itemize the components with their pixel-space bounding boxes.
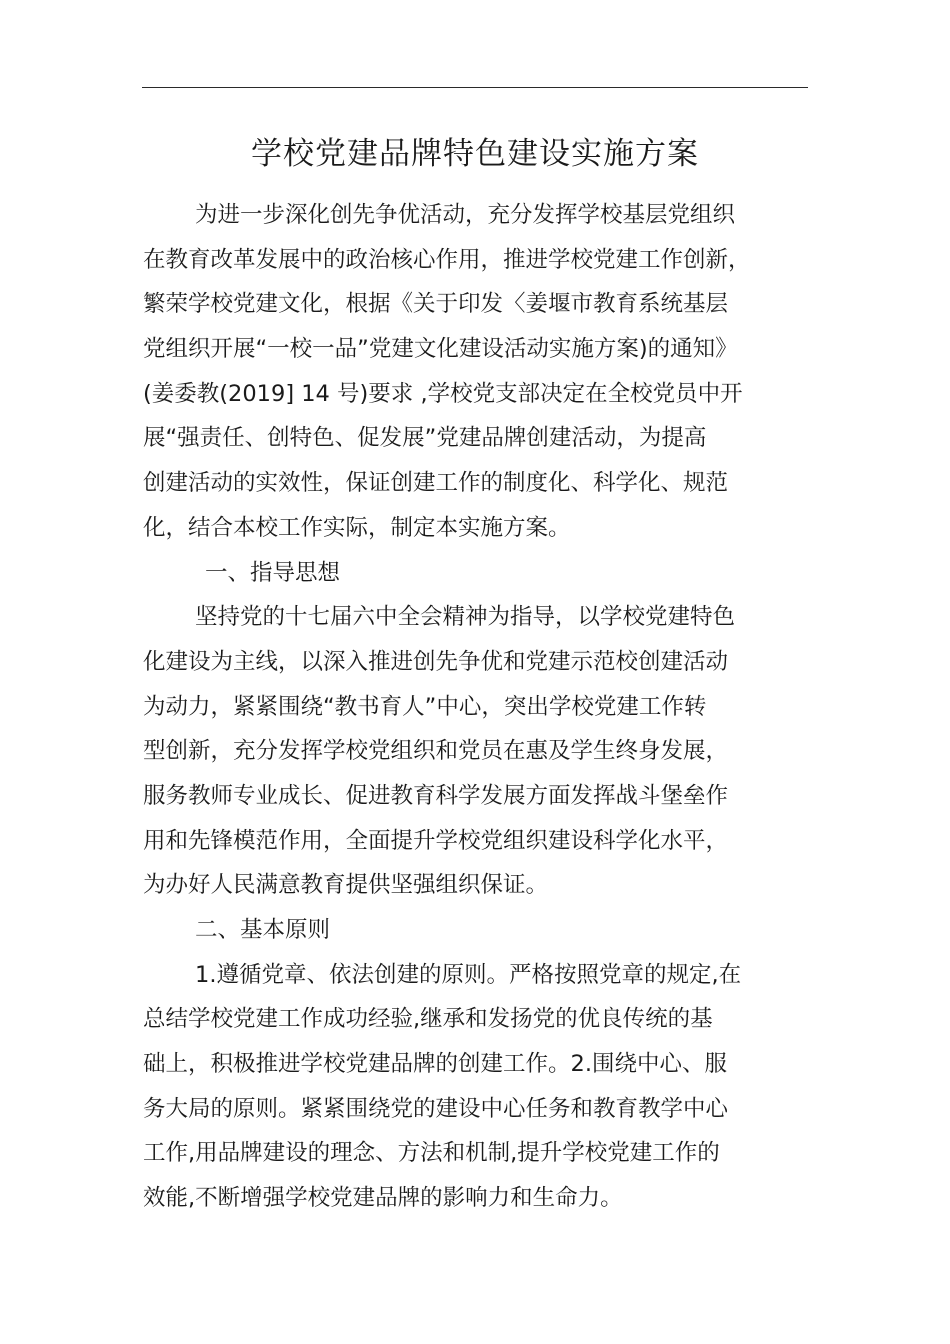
section-heading-guiding-ideology: 一、指导思想 [205,559,341,586]
text-line: 为动力，紧紧围绕“教书育人”中心，突出学校党建工作转 [143,693,707,720]
text-line: 创建活动的实效性，保证创建工作的制度化、科学化、规范 [143,470,729,497]
document-body [143,193,833,1221]
header-rule [142,87,808,88]
text-line: 为进一步深化创先争优活动，充分发挥学校基层党组织 [195,202,736,228]
text-line: 在教育改革发展中的政治核心作用，推进学校党建工作创新， [143,246,751,273]
text-line: 1.遵循党章、依法创建的原则。严格按照党章的规定,在 [195,961,742,988]
text-line: 党组织开展“一校一品”党建文化建设活动实施方案)的通知》 [143,336,738,363]
text-line: 为办好人民满意教育提供坚强组织保证。 [143,872,549,899]
text-line: 坚持党的十七届六中全会精神为指导，以学校党建特色 [195,604,736,631]
section-heading-basic-principles: 二、基本原则 [195,917,331,943]
text-line: 型创新，充分发挥学校党组织和党员在惠及学生终身发展， [143,738,729,765]
text-line: 化，结合本校工作实际，制定本实施方案。 [143,514,571,541]
text-line: 化建设为主线，以深入推进创先争优和党建示范校创建活动 [143,648,729,675]
text-line: 工作,用品牌建设的理念、方法和机制,提升学校党建工作的 [143,1140,720,1167]
text-line: 服务教师专业成长、促进教育科学发展方面发挥战斗堡垒作 [143,782,729,809]
text-line: 效能,不断增强学校党建品牌的影响力和生命力。 [143,1185,623,1212]
text-line: 用和先锋模范作用，全面提升学校党组织建设科学化水平， [143,827,729,854]
page-title: 学校党建品牌特色建设实施方案 [251,136,699,172]
text-line: (姜委教(2019] 14 号)要求 ,学校党支部决定在全校党员中开 [143,380,743,407]
text-line: 务大局的原则。紧紧围绕党的建设中心任务和教育教学中心 [143,1095,729,1122]
text-line: 础上，积极推进学校党建品牌的创建工作。2.围绕中心、服 [143,1051,727,1078]
text-line: 展“强责任、创特色、促发展”党建品牌创建活动，为提高 [143,425,707,452]
text-line: 繁荣学校党建文化，根据《关于印发〈姜堰市教育系统基层 [143,291,729,318]
text-line: 总结学校党建工作成功经验,继承和发扬党的优良传统的基 [143,1006,713,1033]
